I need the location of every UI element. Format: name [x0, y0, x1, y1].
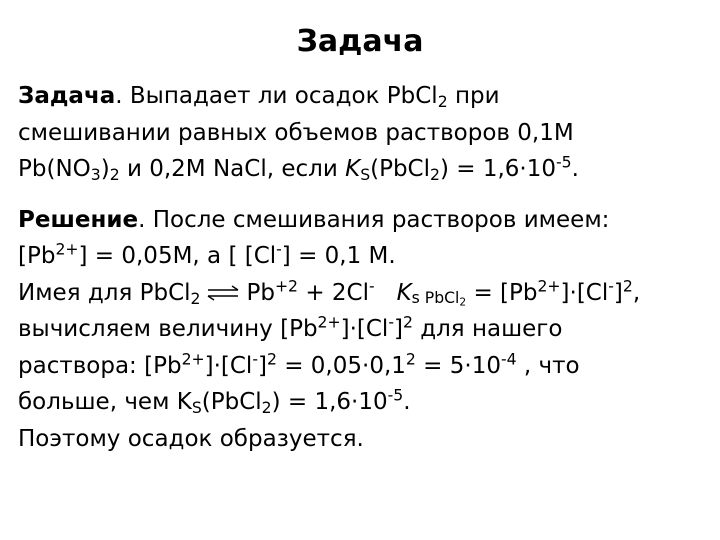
problem-line-1	[18, 78, 708, 115]
superscript: 2+	[317, 312, 341, 332]
solution-text: .	[403, 389, 411, 415]
ks-symbol: K	[396, 279, 412, 306]
solution-text: ] = 0,05М, а [ [Cl	[78, 243, 277, 269]
problem-label: Задача	[18, 83, 116, 109]
superscript: 2	[266, 348, 277, 368]
problem-line-3	[18, 151, 708, 188]
superscript: -	[252, 348, 258, 368]
solution-text: больше, чем K	[18, 389, 192, 415]
superscript: 2+	[181, 348, 205, 368]
solution-line-6	[18, 384, 708, 421]
solution-line-1	[18, 202, 708, 239]
equilibrium-arrow-icon	[206, 285, 240, 301]
solution-text: = [Pb	[466, 279, 538, 306]
solution-line-4	[18, 311, 708, 348]
solution-text: вычисляем величину [Pb	[18, 316, 318, 342]
solution-text: ,	[632, 279, 641, 306]
problem-text: . Выпадает ли осадок PbCl	[115, 83, 438, 109]
problem-text: при	[447, 83, 500, 109]
subscript: 2	[261, 397, 272, 417]
solution-text: для нашего	[412, 316, 563, 342]
solution-text: ]	[393, 316, 403, 342]
solution-text: , что	[516, 352, 580, 379]
subscript: S	[360, 164, 371, 184]
solution-text: [Pb	[18, 243, 56, 269]
ks-symbol: K	[345, 156, 361, 182]
solution-text: = 5·10	[415, 352, 501, 379]
problem-text: )	[100, 156, 110, 182]
solution-line-2	[18, 238, 708, 275]
problem-text: .	[571, 156, 579, 182]
solution-text: ]	[257, 352, 267, 379]
subscript: S	[191, 397, 202, 417]
superscript: -	[388, 312, 394, 332]
solution-text	[375, 280, 397, 306]
subscript: 2	[190, 288, 201, 308]
subscript: 2	[459, 296, 467, 310]
solution-text: ]·[Cl	[204, 352, 253, 379]
superscript: 2	[405, 348, 416, 368]
problem-line-2: смешивании равных объемов растворов 0,1М	[18, 119, 574, 146]
solution-text: ]·[Cl	[560, 279, 609, 306]
superscript: +2	[274, 275, 299, 295]
solution-text: ) = 1,6·10	[271, 389, 388, 415]
solution-text: ]	[613, 279, 623, 306]
superscript: -5	[556, 152, 572, 172]
solution-text: ]·[Cl	[340, 316, 389, 342]
solution-text: Имея для PbCl	[18, 279, 191, 306]
problem-text: (PbCl	[370, 156, 431, 182]
superscript: -	[276, 239, 282, 259]
solution-text: + 2Cl	[298, 279, 369, 306]
superscript: -5	[387, 385, 404, 405]
superscript: 2+	[537, 275, 561, 295]
solution-label: Решение	[18, 206, 139, 233]
solution-line-7: Поэтому осадок образуется.	[18, 425, 364, 452]
paragraph-gap	[18, 188, 708, 202]
problem-text: Pb(NO	[18, 156, 91, 182]
problem-text: ) = 1,6·10	[439, 156, 556, 182]
subscript: 2	[437, 91, 448, 111]
subscript-text: s PbCl	[411, 288, 460, 308]
superscript: -4	[500, 348, 517, 368]
superscript: 2	[402, 312, 413, 332]
superscript: 2+	[55, 239, 79, 259]
subscript: 3	[90, 164, 101, 184]
subscript: 2	[109, 164, 120, 184]
solution-text: Pb	[246, 279, 275, 306]
slide-title: Задача	[296, 24, 424, 59]
solution-text: ] = 0,1 М.	[281, 243, 396, 269]
solution-line-5	[18, 348, 708, 385]
superscript: 2	[622, 275, 633, 295]
solution-text: . После смешивания растворов имеем:	[138, 206, 610, 233]
solution-line-3	[18, 275, 708, 312]
problem-text: и 0,2М NaCl, если	[119, 156, 346, 182]
slide-body	[18, 78, 708, 457]
superscript: -	[369, 275, 375, 295]
solution-text: раствора: [Pb	[18, 352, 182, 379]
solution-text: = 0,05·0,1	[276, 352, 406, 379]
solution-text: (PbCl	[201, 389, 262, 415]
subscript	[411, 288, 467, 310]
superscript: -	[608, 275, 614, 295]
subscript: 2	[430, 164, 440, 184]
